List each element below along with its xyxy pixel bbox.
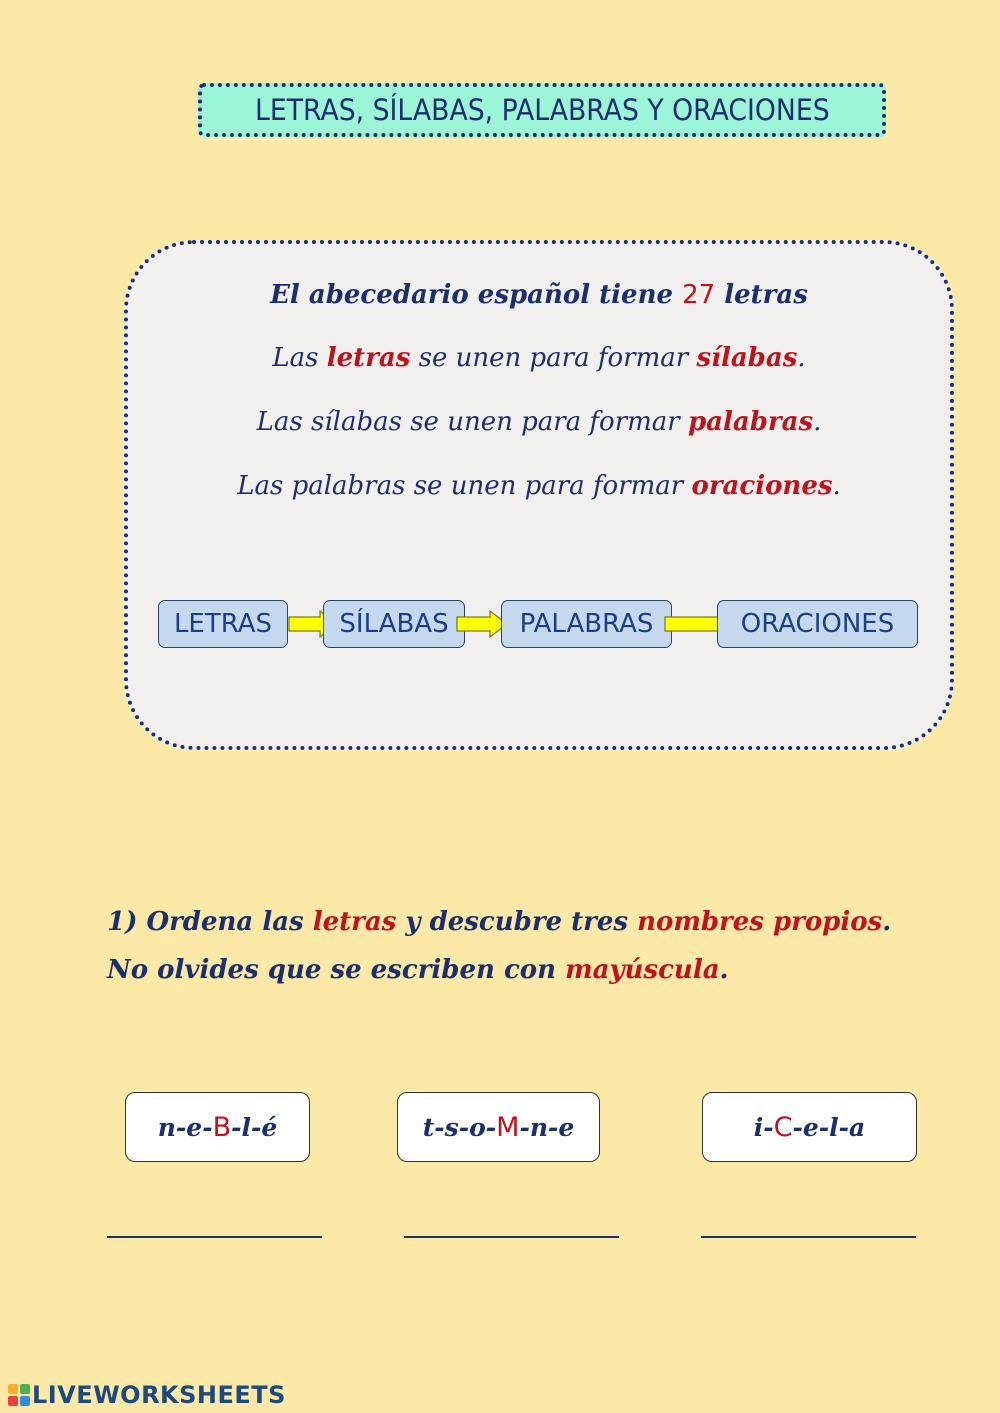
info-line-4: Las palabras se unen para formar oraciones. xyxy=(237,471,841,501)
chain-chip-oraciones: ORACIONES xyxy=(717,600,918,648)
logo-blocks-icon xyxy=(8,1384,30,1406)
info-line-3: Las sílabas se unen para formar palabras. xyxy=(256,407,822,437)
title-banner xyxy=(198,83,886,137)
answer-field-2[interactable] xyxy=(404,1236,619,1238)
answer-field-1[interactable] xyxy=(107,1236,322,1238)
hierarchy-chain xyxy=(128,244,950,746)
scrambled-word-3: i- C -e-l-a xyxy=(702,1092,917,1162)
chain-chip-letras: LETRAS xyxy=(158,600,288,648)
letter-count: 27 xyxy=(682,280,716,310)
page-title: LETRAS, SÍLABAS, PALABRAS Y ORACIONES xyxy=(254,93,830,127)
exercise-instruction: 1) Ordena las letras y descubre tres nombres propios. No olvides que se escriben con mayúscula. xyxy=(107,907,892,985)
answer-field-3[interactable] xyxy=(701,1236,916,1238)
info-panel xyxy=(124,240,954,750)
liveworksheets-logo: LIVEWORKSHEETS xyxy=(8,1382,286,1408)
chain-chip-silabas: SÍLABAS xyxy=(323,600,465,648)
scrambled-word-2: t-s-o- M -n-e xyxy=(397,1092,600,1162)
info-line-2: Las letras se unen para formar sílabas. xyxy=(272,343,806,373)
info-line-1: El abecedario español tiene 27 letras xyxy=(270,280,808,310)
scrambled-word-1: n-e- B -l-é xyxy=(125,1092,310,1162)
chain-chip-palabras: PALABRAS xyxy=(501,600,672,648)
